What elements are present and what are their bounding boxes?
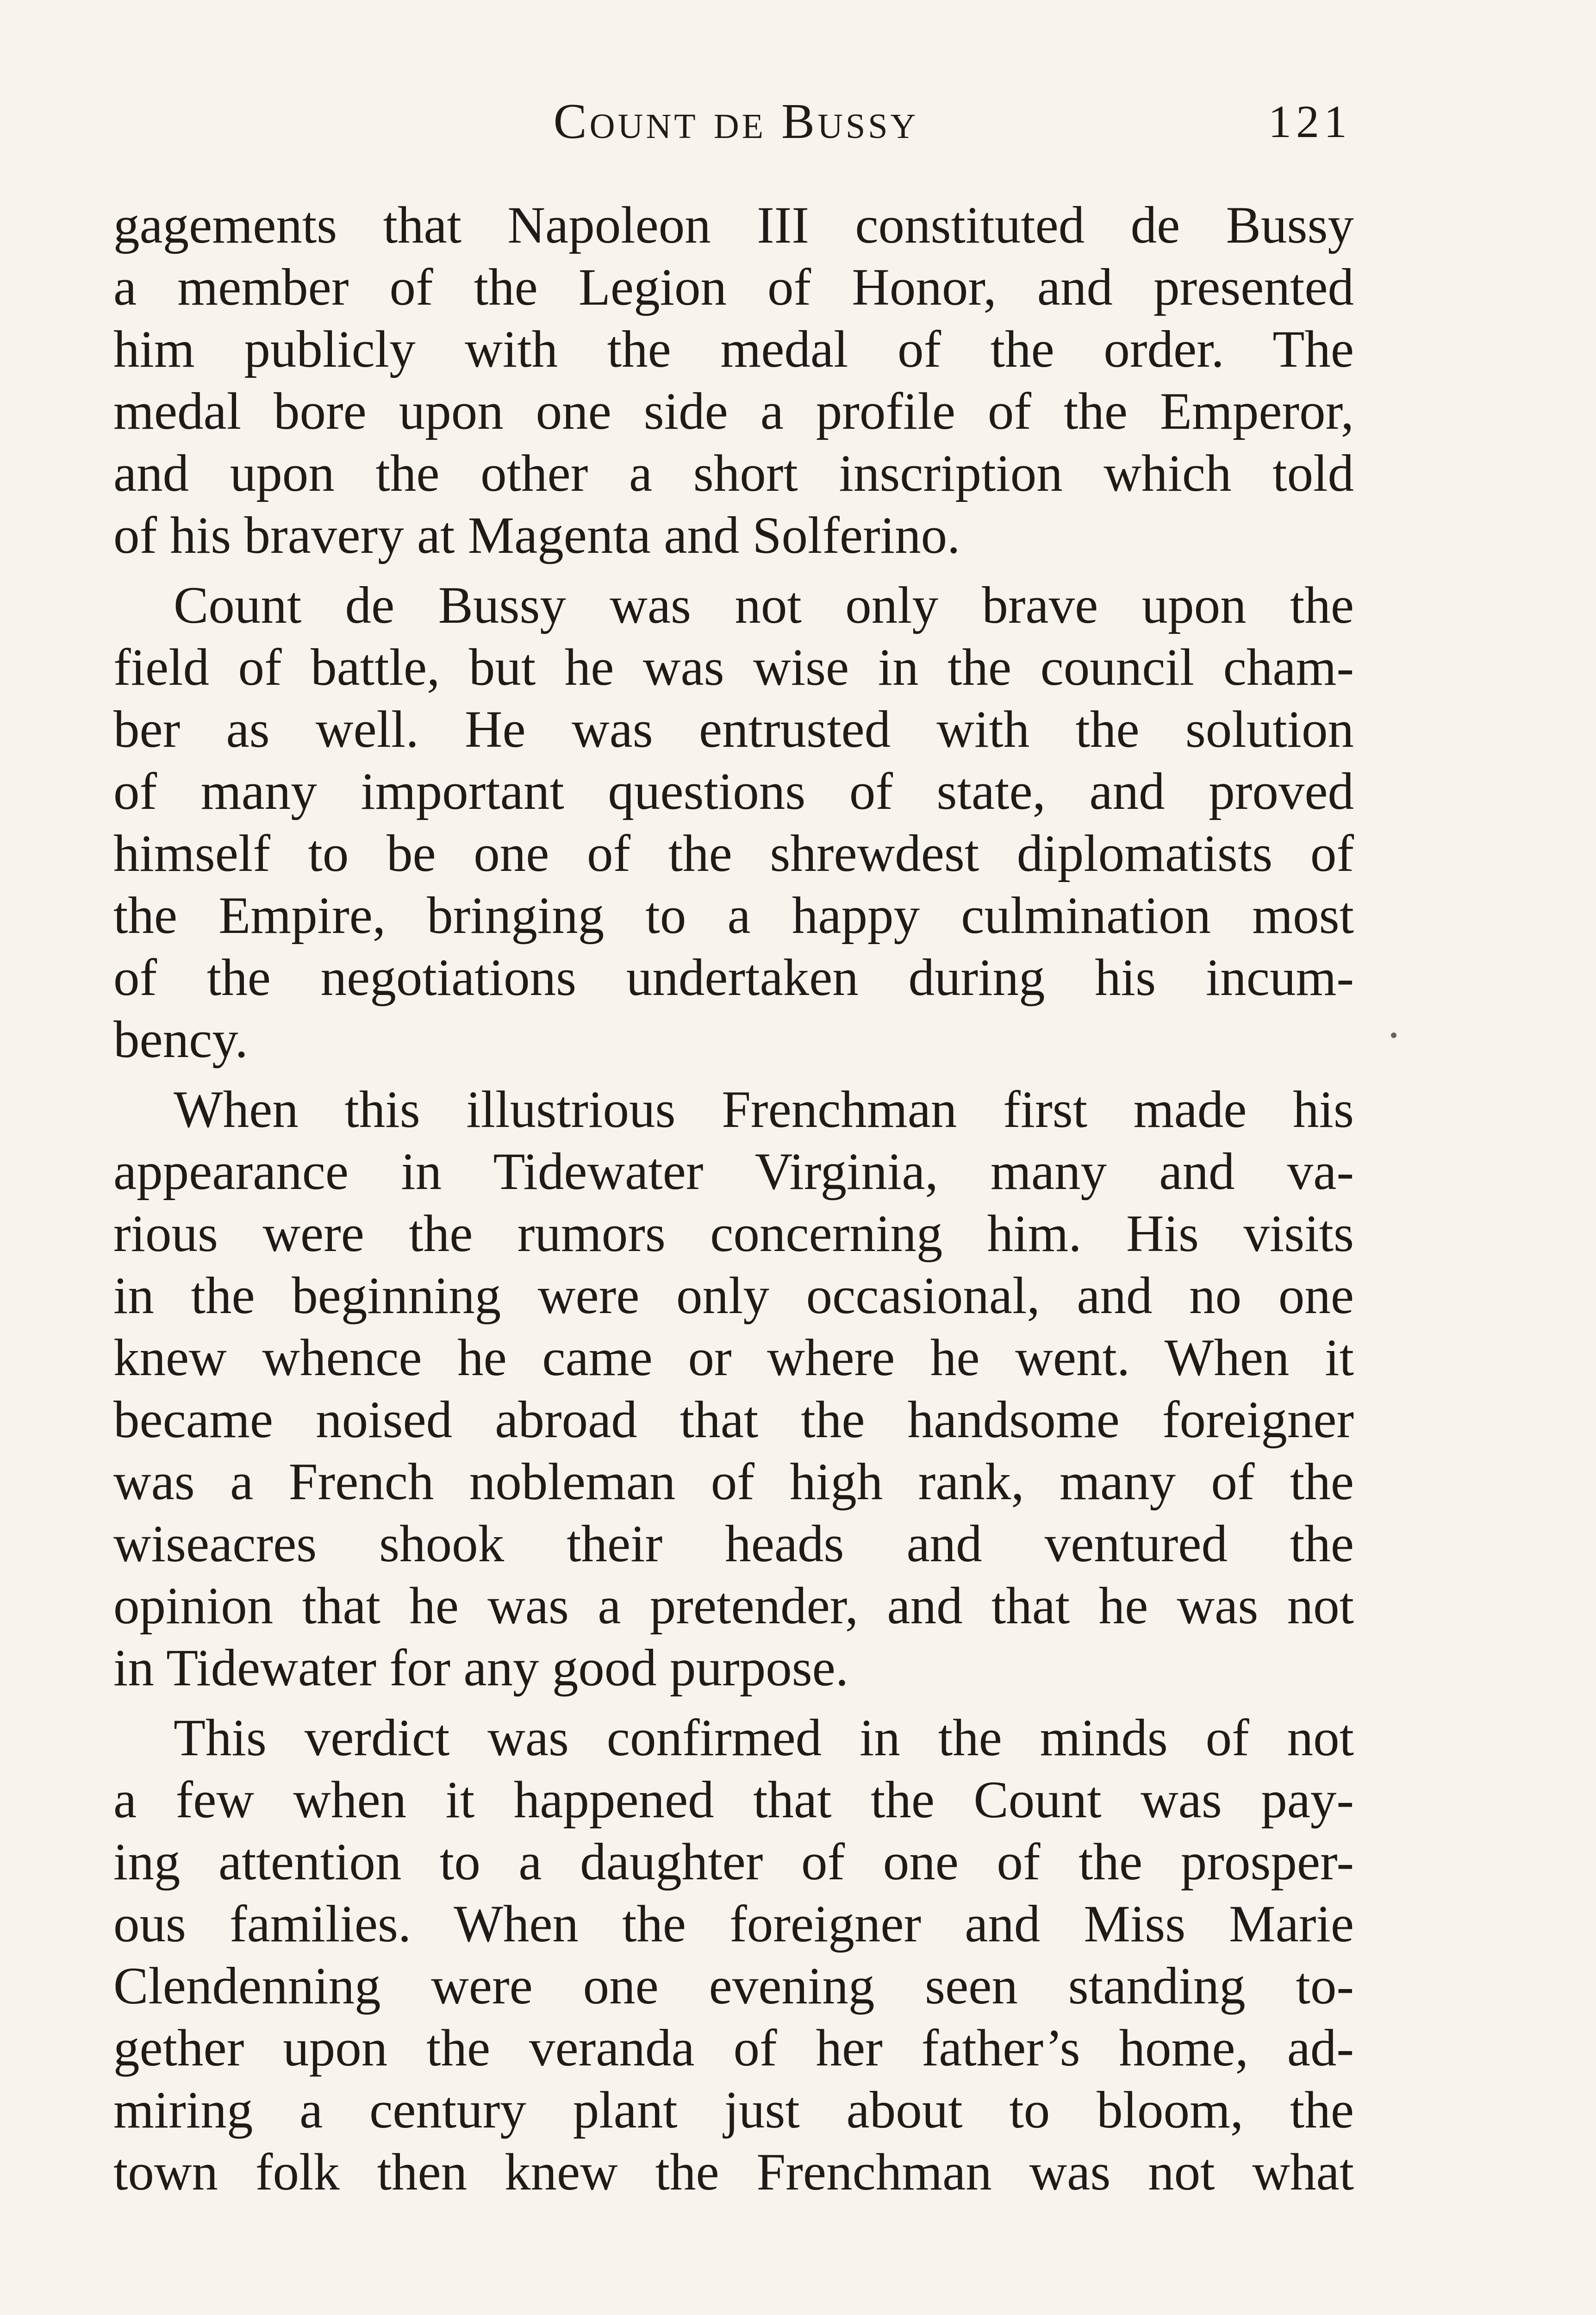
text-line: miring a century plant just about to bloom, the: [113, 2081, 1354, 2139]
text-line: ous families. When the foreigner and Miss Marie: [113, 1895, 1354, 1953]
ink-speck: [1391, 1032, 1396, 1038]
text-line: ing attention to a daughter of one of the prosper-: [113, 1833, 1354, 1891]
text-line: in Tidewater for any good purpose.: [113, 1639, 849, 1697]
text-line: bency.: [113, 1011, 248, 1069]
text-line: This verdict was confirmed in the minds of not: [174, 1709, 1354, 1767]
text-line: of many important questions of state, and proved: [113, 763, 1354, 820]
text-line: opinion that he was a pretender, and that he was not: [113, 1577, 1354, 1635]
text-line: gagements that Napoleon III constituted de Bussy: [113, 196, 1354, 254]
text-line: ber as well. He was entrusted with the solution: [113, 701, 1354, 758]
text-line: in the beginning were only occasional, and no one: [113, 1267, 1354, 1325]
paragraph: [113, 1079, 1354, 1699]
text-line: a few when it happened that the Count was pay-: [113, 1771, 1354, 1829]
text-line: When this illustrious Frenchman first made his: [174, 1081, 1354, 1139]
text-line: knew whence he came or where he went. When it: [113, 1329, 1354, 1387]
text-line: became noised abroad that the handsome foreigner: [113, 1391, 1354, 1449]
page-header: [116, 87, 1356, 156]
paragraph: [113, 194, 1354, 567]
text-line: of the negotiations undertaken during his incum-: [113, 949, 1354, 1007]
text-line: Clendenning were one evening seen standing to-: [113, 1957, 1354, 2015]
text-line: wiseacres shook their heads and ventured the: [113, 1515, 1354, 1573]
text-line: town folk then knew the Frenchman was not what: [113, 2143, 1354, 2201]
page-number: 121: [1268, 96, 1352, 147]
text-line: appearance in Tidewater Virginia, many and va-: [113, 1143, 1354, 1201]
text-line: field of battle, but he was wise in the council cham-: [113, 638, 1354, 696]
text-line: himself to be one of the shrewdest diplomatists of: [113, 825, 1354, 882]
text-line: rious were the rumors concerning him. His visits: [113, 1205, 1354, 1263]
text-line: and upon the other a short inscription which told: [113, 444, 1354, 502]
text-line: a member of the Legion of Honor, and presented: [113, 258, 1354, 316]
text-line: Count de Bussy was not only brave upon the: [174, 576, 1354, 634]
text-line: of his bravery at Magenta and Solferino.: [113, 507, 960, 564]
paragraph: [113, 1707, 1354, 2203]
text-line: him publicly with the medal of the order. The: [113, 320, 1354, 378]
text-line: medal bore upon one side a profile of the Emperor,: [113, 382, 1354, 440]
text-line: gether upon the veranda of her father’s home, ad-: [113, 2019, 1354, 2077]
body-text: [113, 194, 1354, 2211]
text-line: was a French nobleman of high rank, many of the: [113, 1453, 1354, 1511]
running-title: Count de Bussy: [553, 94, 919, 149]
paragraph: [113, 575, 1354, 1071]
text-line: the Empire, bringing to a happy culmination most: [113, 887, 1354, 945]
